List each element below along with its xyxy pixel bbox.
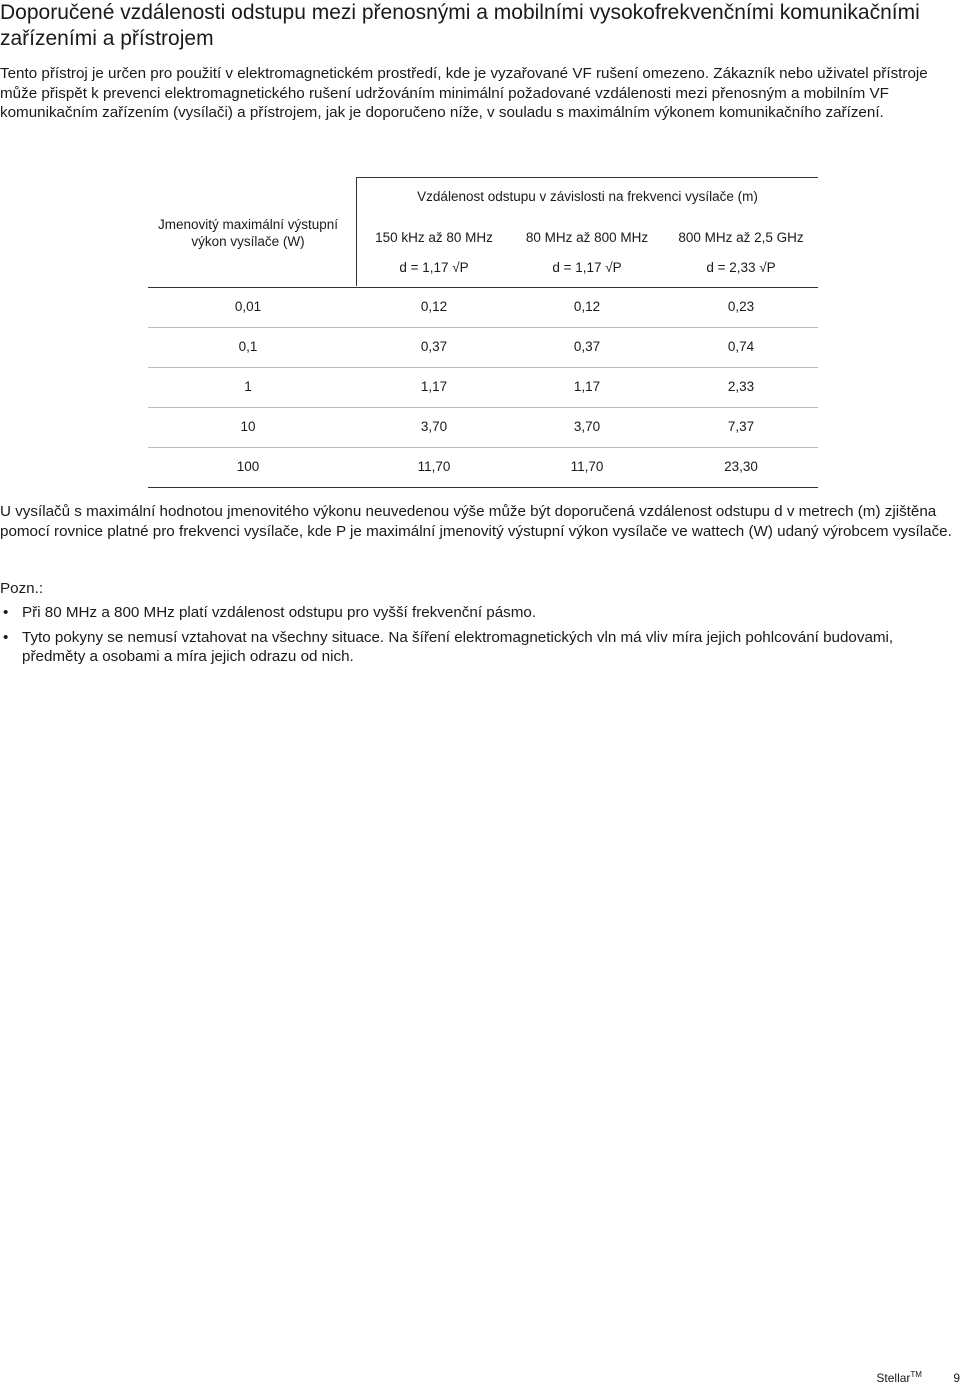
distance-cell: 1,17 (420, 379, 448, 394)
outro-paragraph: U vysílačů s maximální hodnotou jmenovitého výkonu neuvedenou výše může být doporučená vzdálenost odstupu d v metrech (m) zjištěna pomocí rovnice platné pro frekvenci vysílače, kde P je maximální jmenovitý výstupní výkon vysílače ve wattech (W) udaný výrobcem vysílače. (0, 503, 952, 540)
distance-cell: 0,37 (420, 339, 448, 354)
power-cell: 0,01 (234, 299, 262, 314)
distance-cell: 0,37 (573, 339, 601, 354)
brand-name: Stellar™ (876, 1370, 922, 1385)
page-number: 9 (953, 1371, 960, 1385)
power-cell: 100 (236, 459, 260, 474)
power-cell: 0,1 (238, 339, 258, 354)
formula-3: d = 2,33 √P (706, 260, 776, 275)
distance-group-header: Vzdálenost odstupu v závislosti na frekvenci vysílače (m) (417, 189, 758, 204)
table-row (148, 408, 818, 448)
notes-list (0, 603, 958, 672)
trademark: TM (910, 1370, 922, 1379)
formula-2: d = 1,17 √P (552, 260, 622, 275)
bullet-icon: • (3, 604, 9, 621)
distance-cell: 7,37 (727, 419, 755, 434)
distance-cell: 0,12 (573, 299, 601, 314)
note-text: Při 80 MHz a 800 MHz platí vzdálenost odstupu pro vyšší frekvenční pásmo. (22, 604, 537, 621)
notes-label: Pozn.: (0, 580, 44, 597)
distance-cell: 3,70 (573, 419, 601, 434)
distance-cell: 0,23 (727, 299, 755, 314)
note-text: Tyto pokyny se nemusí vztahovat na všechny situace. Na šíření elektromagnetických vln má vliv míra jejich pohlcování budovami, předměty a osobami a míra jejich odrazu od nich. (22, 628, 894, 665)
table-header (148, 177, 818, 288)
distance-cell: 0,74 (727, 339, 755, 354)
power-cell: 10 (240, 419, 256, 434)
power-cell: 1 (244, 379, 252, 394)
distance-cell: 0,12 (420, 299, 448, 314)
distance-cell: 1,17 (573, 379, 601, 394)
distance-cell: 11,70 (417, 459, 451, 474)
freq-range-3: 800 MHz až 2,5 GHz (678, 230, 804, 245)
distance-cell: 2,33 (727, 379, 755, 394)
page-title: Doporučené vzdálenosti odstupu mezi přenosnými a mobilními vysokofrekvenčními komunikačními zařízeními a přístrojem (0, 1, 920, 50)
table-row (148, 448, 818, 488)
intro-paragraph: Tento přístroj je určen pro použití v elektromagnetickém prostředí, kde je vyzařované VF rušení omezeno. Zákazník nebo uživatel přístroje může přispět k prevenci elektromagnetického rušení udržováním minimální požadované vzdálenosti mezi přenosným a mobilním VF komunikačním zařízením (vysílači) a přístrojem, jak je doporučeno níže, v souladu s maximálním výkonem komunikačního zařízení. (0, 65, 928, 121)
power-column-header: Jmenovitý maximální výstupní výkon vysílače (W) (157, 217, 339, 249)
formula-1: d = 1,17 √P (399, 260, 469, 275)
distance-cell: 23,30 (724, 459, 758, 474)
distance-cell: 3,70 (420, 419, 448, 434)
page-footer (876, 1370, 960, 1385)
separation-distance-table (148, 177, 818, 488)
freq-range-1: 150 kHz až 80 MHz (375, 230, 493, 245)
list-item (0, 628, 958, 667)
table-row (148, 328, 818, 368)
bullet-icon: • (3, 628, 9, 646)
table-row (148, 288, 818, 328)
table-row (148, 368, 818, 408)
freq-range-2: 80 MHz až 800 MHz (525, 230, 649, 245)
list-item (0, 603, 958, 623)
distance-cell: 11,70 (570, 459, 604, 474)
